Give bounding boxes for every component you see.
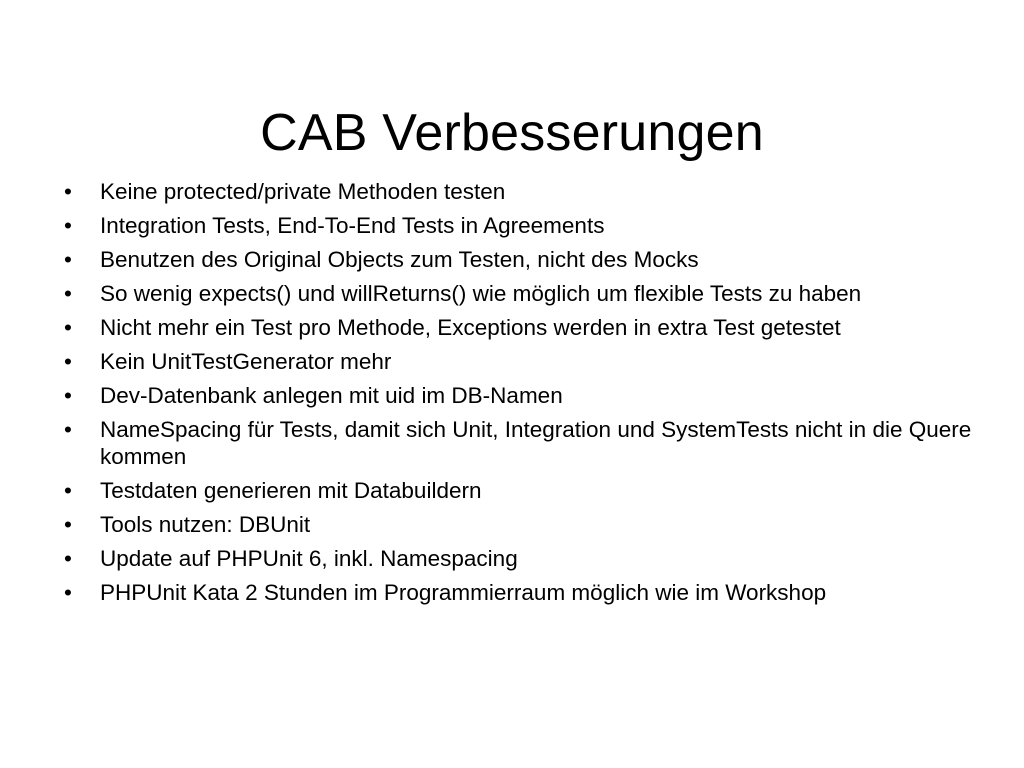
list-item	[56, 212, 986, 239]
bullet-text: Tools nutzen: DBUnit	[100, 512, 311, 537]
bullet-text: Testdaten generieren mit Databuildern	[100, 478, 482, 503]
bullet-text: Integration Tests, End-To-End Tests in Agreements	[100, 213, 605, 238]
list-item	[56, 314, 986, 341]
list-item	[56, 280, 986, 307]
bullet-icon: •	[64, 546, 72, 571]
list-item	[56, 416, 986, 470]
bullet-text: Keine protected/private Methoden testen	[100, 179, 506, 204]
bullet-icon: •	[64, 383, 72, 408]
bullet-text: NameSpacing für Tests, damit sich Unit, Integration und SystemTests nicht in die Quere kommen	[100, 417, 972, 469]
list-item	[56, 579, 986, 606]
bullet-icon: •	[64, 580, 72, 605]
bullet-icon: •	[64, 512, 72, 537]
bullet-text: Benutzen des Original Objects zum Testen, nicht des Mocks	[100, 247, 699, 272]
bullet-icon: •	[64, 417, 72, 442]
bullet-text: PHPUnit Kata 2 Stunden im Programmierraum möglich wie im Workshop	[100, 580, 827, 605]
bullet-icon: •	[64, 478, 72, 503]
bullet-text: So wenig expects() und willReturns() wie möglich um flexible Tests zu haben	[100, 281, 862, 306]
list-item	[56, 382, 986, 409]
bullet-icon: •	[64, 247, 72, 272]
bullet-text: Kein UnitTestGenerator mehr	[100, 349, 392, 374]
bullet-text: Dev-Datenbank anlegen mit uid im DB-Namen	[100, 383, 563, 408]
bullet-list	[56, 178, 986, 613]
bullet-text: Nicht mehr ein Test pro Methode, Exceptions werden in extra Test getestet	[100, 315, 841, 340]
list-item	[56, 545, 986, 572]
list-item	[56, 511, 986, 538]
bullet-icon: •	[64, 179, 72, 204]
bullet-text: Update auf PHPUnit 6, inkl. Namespacing	[100, 546, 518, 571]
list-item	[56, 348, 986, 375]
bullet-icon: •	[64, 213, 72, 238]
bullet-icon: •	[64, 349, 72, 374]
list-item	[56, 477, 986, 504]
list-item	[56, 246, 986, 273]
list-item	[56, 178, 986, 205]
bullet-icon: •	[64, 281, 72, 306]
bullet-icon: •	[64, 315, 72, 340]
slide-title: CAB Verbesserungen	[260, 103, 764, 162]
